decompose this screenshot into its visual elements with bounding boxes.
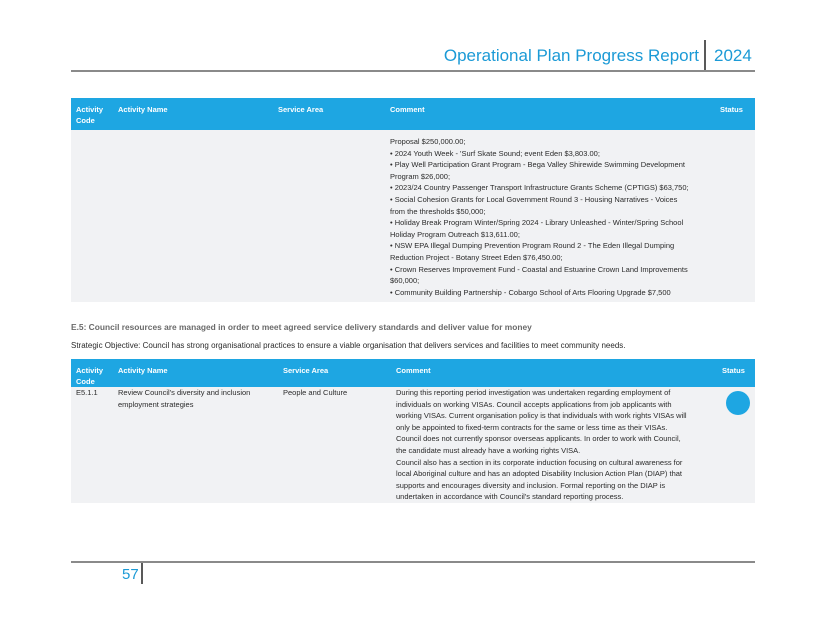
- status-cell: [717, 387, 755, 503]
- comment-cell: [385, 130, 715, 302]
- table-row: [71, 130, 755, 302]
- report-title: Operational Plan Progress Report: [443, 46, 699, 65]
- comment-line: • NSW EPA Illegal Dumping Prevention Program Round 2 - The Eden Illegal Dumping: [390, 241, 675, 251]
- comment-line: • Holiday Break Program Winter/Spring 2024 - Library Unleashed - Winter/Spring School: [390, 218, 684, 228]
- col-service-area: Service Area: [273, 98, 385, 130]
- comment-line: • 2024 Youth Week - 'Surf Skate Sound; event Eden $3,803.00;: [390, 148, 600, 158]
- continued-activity-table: [71, 98, 755, 302]
- col-activity-name: Activity Name: [113, 359, 278, 387]
- col-status: Status: [715, 98, 755, 130]
- col-service-area: Service Area: [278, 359, 391, 387]
- comment-line: local Aboriginal culture and has an adopted Disability Inclusion Action Plan (DIAP) that: [396, 469, 682, 479]
- comment-line: • Social Cohesion Grants for Local Government Round 3 - Housing Narratives - Voices: [390, 194, 678, 204]
- header-rule: [71, 70, 755, 72]
- comment-line: • Crown Reserves Improvement Fund - Coastal and Estuarine Crown Land Improvements: [390, 264, 688, 274]
- name-line: Review Council's diversity and inclusion: [118, 388, 251, 397]
- comment-cell: [391, 387, 717, 503]
- code-cell: E5.1.1: [71, 387, 113, 503]
- comment-line: • Community Building Partnership - Cobargo School of Arts Flooring Upgrade $7,500: [390, 287, 671, 297]
- activity-table: [71, 359, 755, 503]
- table-header-row: [71, 359, 755, 387]
- header-divider: [704, 40, 706, 72]
- comment-line: undertaken in accordance with Council's standard reporting process.: [396, 492, 624, 502]
- comment-line: only be appointed to fixed-term contracts for the same or less time as their VISAs.: [396, 422, 668, 432]
- comment-line: $60,000;: [390, 276, 420, 286]
- comment-line: • 2023/24 Country Passenger Transport Infrastructure Grants Scheme (CPTIGS) $63,750;: [390, 183, 689, 193]
- name-cell: [113, 130, 273, 302]
- comment-line: Program $26,000;: [390, 171, 451, 181]
- name-cell: [113, 387, 278, 503]
- status-indicator-icon: [726, 391, 750, 415]
- col-status: Status: [717, 359, 755, 387]
- strategic-objective: Strategic Objective: Council has strong organisational practices to ensure a viable organisation that delivers services and facilities to meet community needs.: [71, 341, 626, 350]
- comment-line: the candidate must already have a working rights VISA.: [396, 445, 581, 455]
- comment-line: Reduction Project - Botany Street Eden $76,450.00;: [390, 252, 563, 262]
- report-year: 2024: [714, 46, 752, 65]
- name-line: employment strategies: [118, 399, 194, 409]
- comment-line: • Play Well Participation Grant Program - Bega Valley Shirewide Swimming Development: [390, 160, 685, 170]
- table-header-row: [71, 98, 755, 130]
- comment-line: Council also has a section in its corporate induction focusing on cultural awareness for: [396, 457, 683, 467]
- service-cell: People and Culture: [278, 387, 391, 503]
- col-activity-name: Activity Name: [113, 98, 273, 130]
- col-activity-code: Activity Code: [71, 98, 113, 130]
- col-comment: Comment: [385, 98, 715, 130]
- code-cell: [71, 130, 113, 302]
- page-number: 57: [122, 566, 139, 583]
- comment-line: During this reporting period investigation was undertaken regarding employment of: [396, 388, 671, 397]
- comment-line: individuals on working VISAs. Council accepts applications from job applicants with: [396, 399, 672, 409]
- comment-line: working VISAs. Current organisation policy is that individuals with work rights VISAs will: [396, 411, 687, 421]
- col-comment: Comment: [391, 359, 717, 387]
- footer-rule: [71, 561, 755, 563]
- comment-line: Council does not currently sponsor overseas applicants. In order to work with Council,: [396, 434, 681, 444]
- comment-line: supports and encourages diversity and inclusion. Formal reporting on the DIAP is: [396, 480, 666, 490]
- comment-line: Proposal $250,000.00;: [390, 137, 466, 146]
- status-cell: [715, 130, 755, 302]
- footer-divider: [141, 563, 143, 584]
- table-row: [71, 387, 755, 503]
- col-activity-code: Activity Code: [71, 359, 113, 387]
- section-heading: E.5: Council resources are managed in order to meet agreed service delivery standards and deliver value for money: [71, 322, 532, 332]
- comment-line: Holiday Program Outreach $13,611.00;: [390, 229, 520, 239]
- comment-line: from the thresholds $50,000;: [390, 206, 486, 216]
- service-cell: [273, 130, 385, 302]
